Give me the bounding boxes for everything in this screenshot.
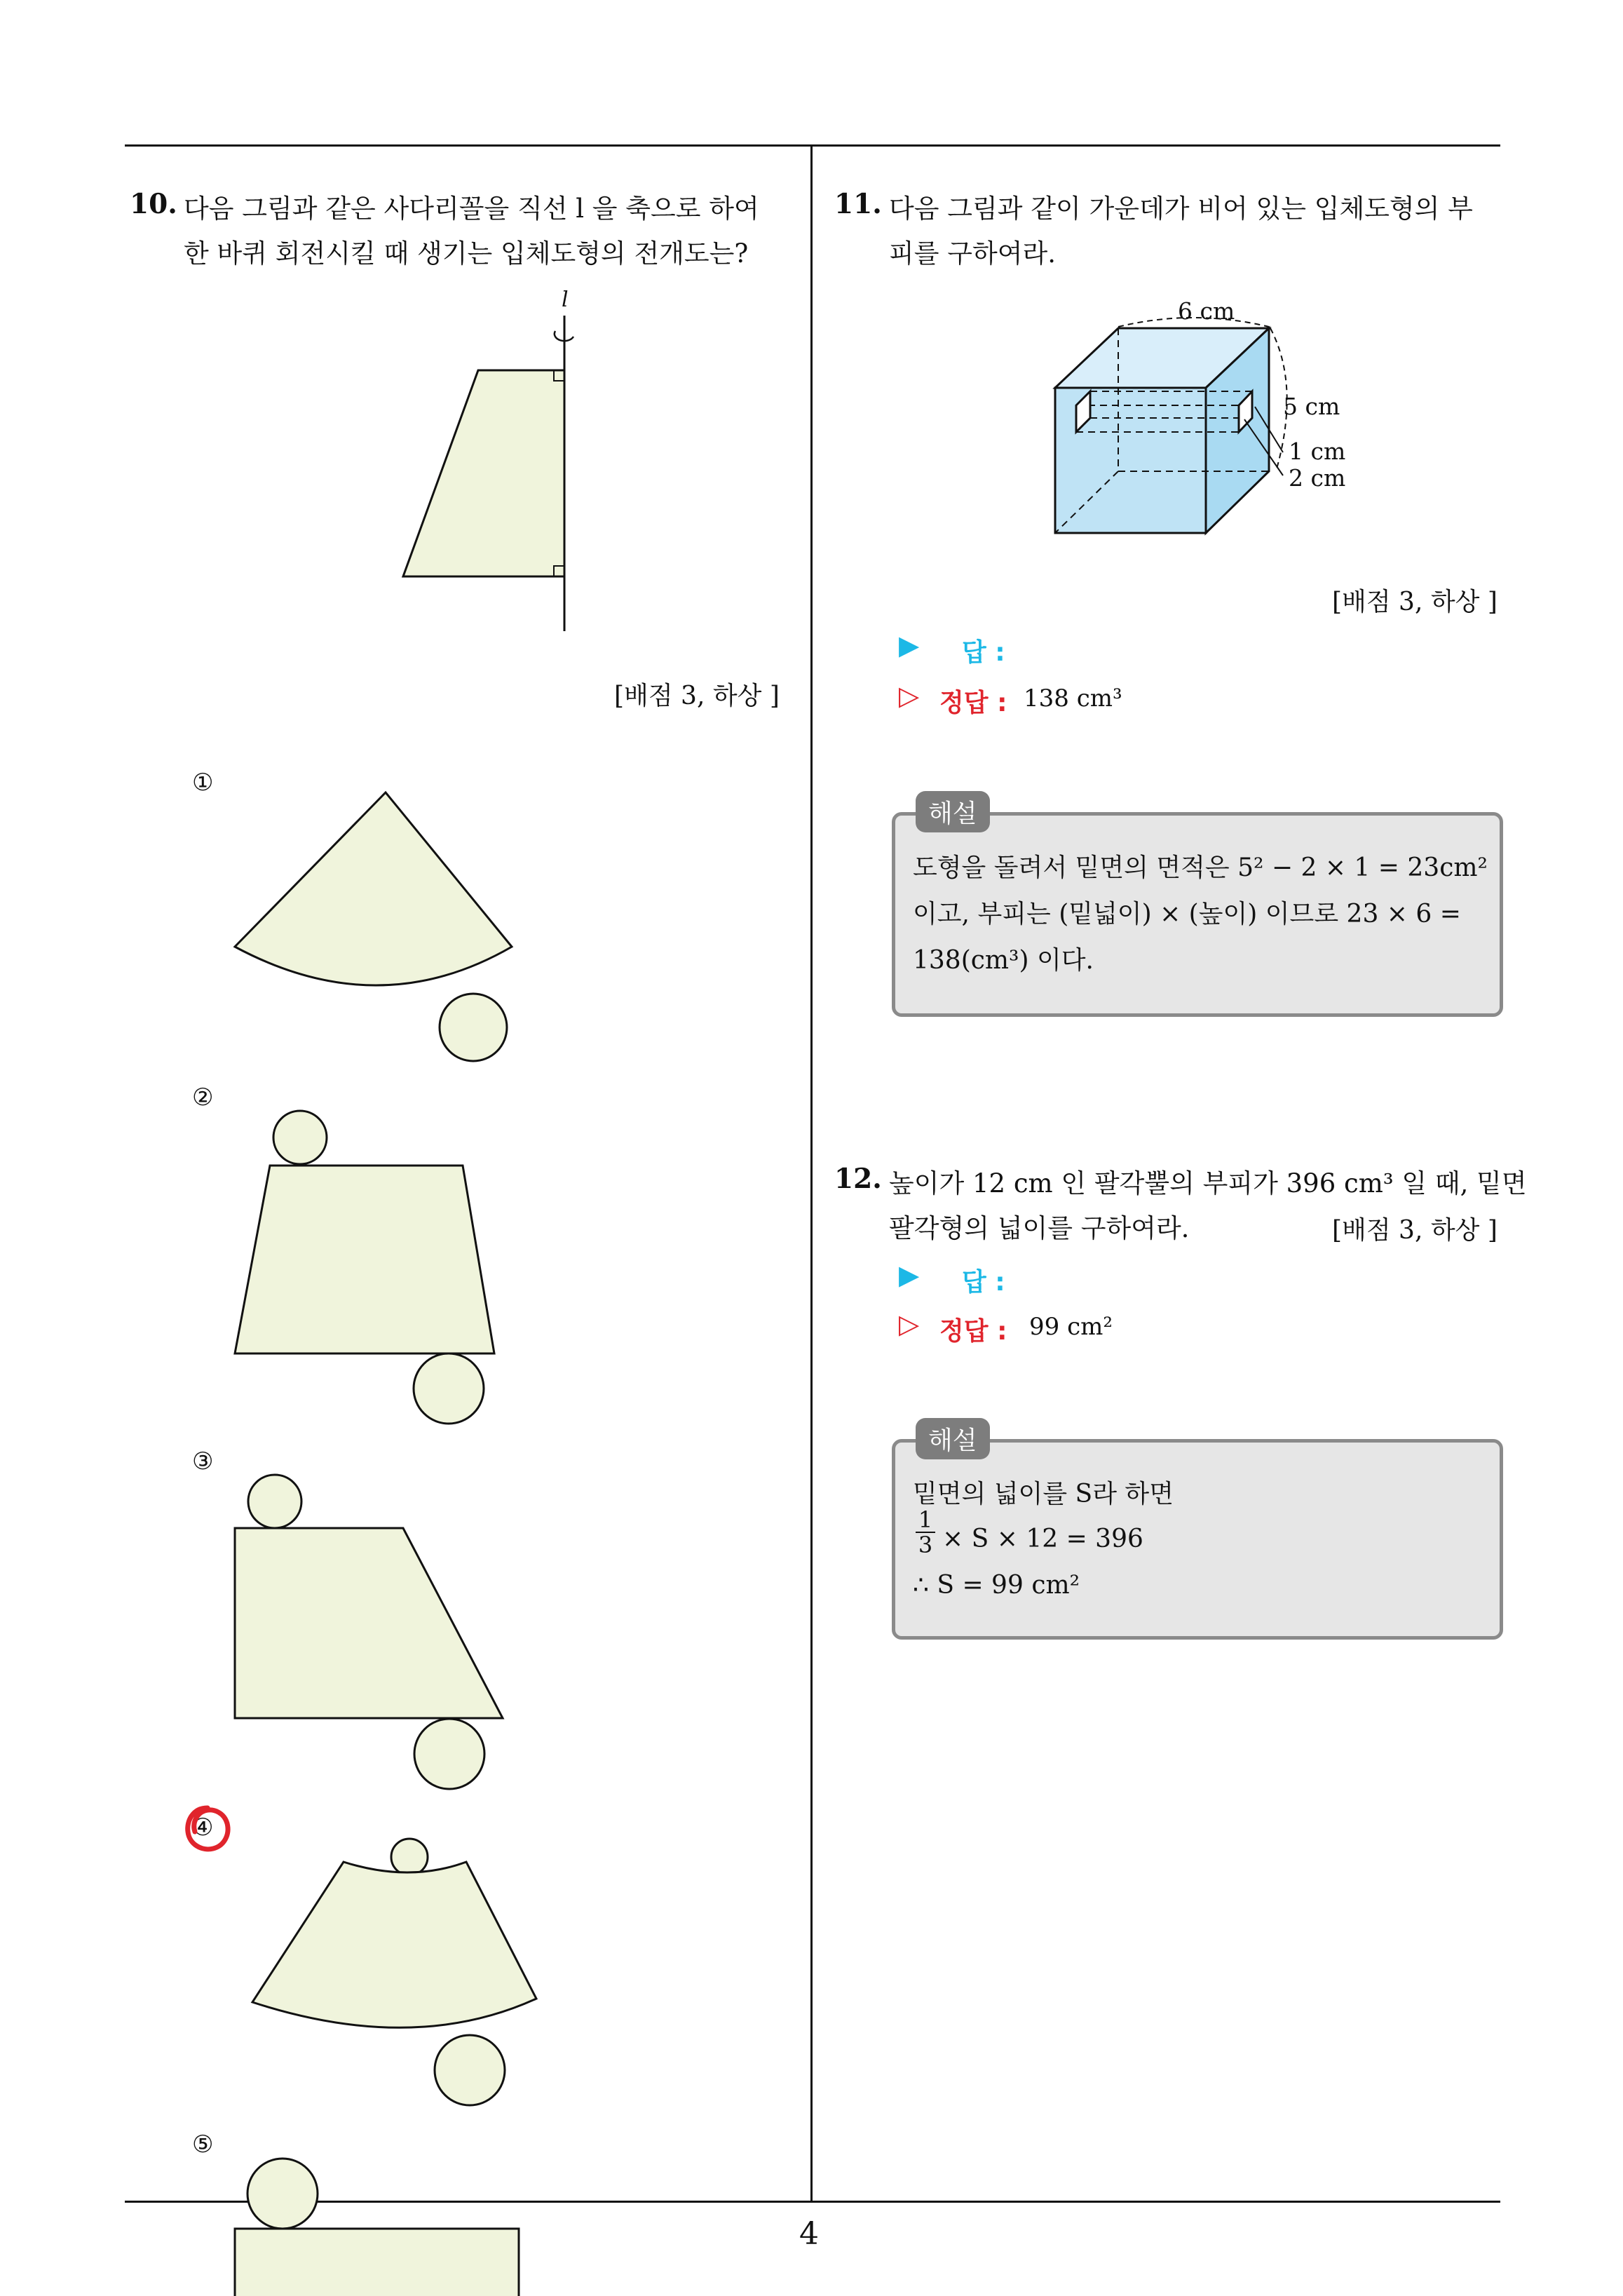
q11-explain-line2: 이고, 부피는 (밑넓이) × (높이) 이므로 23 × 6 = — [913, 900, 1461, 928]
q12-correct-value: 99 cm² — [1029, 1313, 1113, 1341]
q11-explanation-tag: 해설 — [916, 791, 990, 832]
choice-4[interactable]: ④ — [192, 1814, 214, 1842]
q11-text-line1: 다음 그림과 같이 가운데가 비어 있는 입체도형의 부 — [889, 194, 1473, 224]
q12-fraction-numerator: 1 — [916, 1508, 935, 1533]
q11-label-right: 5 cm — [1283, 393, 1340, 420]
q12-answer-label: 답 : — [962, 1268, 1005, 1297]
q12-explain-line2: × S × 12 = 396 — [942, 1525, 1143, 1553]
answer-mark-icon — [181, 1802, 234, 1856]
choice-5-net — [224, 2146, 533, 2296]
q11-label-inner2: 2 cm — [1289, 464, 1346, 492]
q11-label-inner1: 1 cm — [1289, 438, 1346, 465]
q12-explanation-tag: 해설 — [916, 1418, 990, 1459]
choice-2[interactable]: ② — [192, 1083, 214, 1112]
q12-answer-arrow-icon: ▶ — [899, 1260, 920, 1290]
choice-1-net — [224, 785, 533, 1066]
q10-score: [배점 3, 하상 ] — [614, 682, 780, 710]
choice-4-net — [245, 1830, 554, 2125]
q12-fraction — [916, 1508, 935, 1557]
q11-text-line2: 피를 구하여라. — [889, 238, 1056, 269]
q10-text-line2: 한 바퀴 회전시킬 때 생기는 입체도형의 전개도는? — [184, 238, 749, 269]
choice-3[interactable]: ③ — [192, 1447, 214, 1475]
q12-text-line2: 팔각형의 넓이를 구하여라. — [889, 1213, 1190, 1243]
q12-number: 12. — [834, 1163, 882, 1195]
q11-number: 11. — [834, 188, 882, 220]
q11-hollow-cube-figure — [1045, 295, 1374, 547]
q12-text-line1: 높이가 12 cm 인 팔각뿔의 부피가 396 cm³ 일 때, 밑면 — [889, 1168, 1527, 1198]
q11-explain-line1: 도형을 돌려서 밑면의 면적은 5² − 2 × 1 = 23cm² — [913, 853, 1488, 882]
choice-5[interactable]: ⑤ — [192, 2130, 214, 2159]
q11-correct-label: 정답 : — [939, 689, 1007, 717]
column-divider — [810, 144, 813, 2203]
q11-label-top: 6 cm — [1178, 297, 1235, 325]
q12-correct-arrow-icon: ▷ — [899, 1309, 920, 1339]
top-rule — [125, 144, 1500, 147]
q12-score: [배점 3, 하상 ] — [1332, 1216, 1498, 1245]
q10-number: 10. — [130, 188, 177, 220]
choice-3-net — [224, 1466, 519, 1795]
q12-explain-line1: 밑면의 넓이를 S라 하면 — [913, 1480, 1174, 1508]
q10-axis-label: l — [562, 288, 569, 312]
choice-2-net — [224, 1108, 519, 1431]
q11-score: [배점 3, 하상 ] — [1332, 588, 1498, 616]
q11-answer-label: 답 : — [962, 638, 1005, 667]
q10-text-line1: 다음 그림과 같은 사다리꼴을 직선 l 을 축으로 하여 — [184, 194, 759, 224]
q10-trapezoid-figure — [393, 288, 589, 638]
q11-correct-arrow-icon: ▷ — [899, 680, 920, 711]
q12-correct-label: 정답 : — [939, 1317, 1007, 1346]
q11-explain-line3: 138(cm³) 이다. — [913, 946, 1094, 975]
q12-explain-line3: ∴ S = 99 cm² — [913, 1571, 1080, 1600]
page-number: 4 — [799, 2216, 819, 2252]
q11-correct-value: 138 cm³ — [1024, 684, 1122, 713]
q12-fraction-denominator: 3 — [918, 1532, 933, 1558]
q11-answer-arrow-icon: ▶ — [899, 630, 920, 661]
choice-1[interactable]: ① — [192, 769, 214, 797]
